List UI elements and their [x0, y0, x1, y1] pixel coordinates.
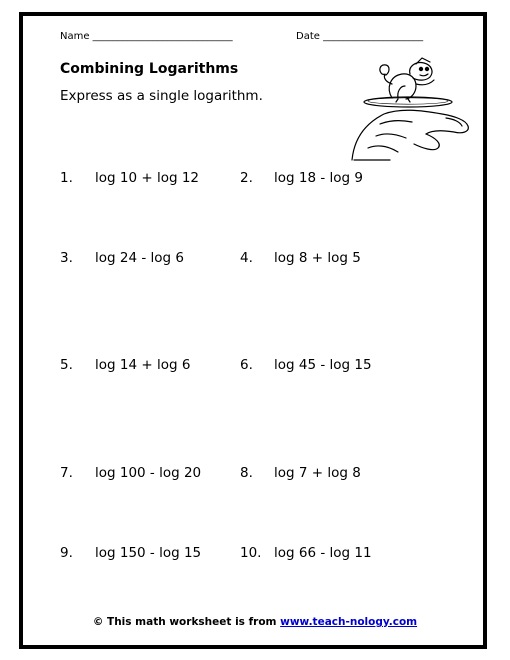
problem-expression: log 14 + log 6 — [95, 357, 191, 373]
footer-text: © This math worksheet is from — [92, 616, 281, 628]
problem-expression: log 10 + log 12 — [95, 170, 199, 186]
problem-expression: log 150 - log 15 — [95, 545, 202, 561]
name-field-label: Name ____________________________ — [60, 31, 233, 42]
problem-expression: log 7 + log 8 — [274, 465, 361, 481]
problem-number: 4. — [240, 250, 253, 266]
problem-expression: log 18 - log 9 — [274, 170, 363, 186]
problem-number: 1. — [60, 170, 73, 186]
footer-link[interactable]: www.teach-nology.com — [280, 616, 418, 628]
problem-expression: log 24 - log 6 — [95, 250, 184, 266]
date-field-label: Date ____________________ — [296, 31, 424, 42]
worksheet-instructions: Express as a single logarithm. — [60, 88, 263, 104]
problem-number: 8. — [240, 465, 253, 481]
problem-number: 2. — [240, 170, 253, 186]
problem-number: 7. — [60, 465, 73, 481]
problem-expression: log 66 - log 11 — [274, 545, 372, 561]
problem-number: 9. — [60, 545, 73, 561]
problem-expression: log 100 - log 20 — [95, 465, 202, 481]
hand-balancing-tray-with-character-icon — [350, 56, 480, 162]
problem-number: 6. — [240, 357, 253, 373]
problem-expression: log 45 - log 15 — [274, 357, 372, 373]
footer-credit — [0, 616, 510, 628]
problem-number: 10. — [240, 545, 262, 561]
problem-number: 5. — [60, 357, 73, 373]
problem-number: 3. — [60, 250, 73, 266]
worksheet-title: Combining Logarithms — [60, 61, 239, 77]
problem-expression: log 8 + log 5 — [274, 250, 361, 266]
